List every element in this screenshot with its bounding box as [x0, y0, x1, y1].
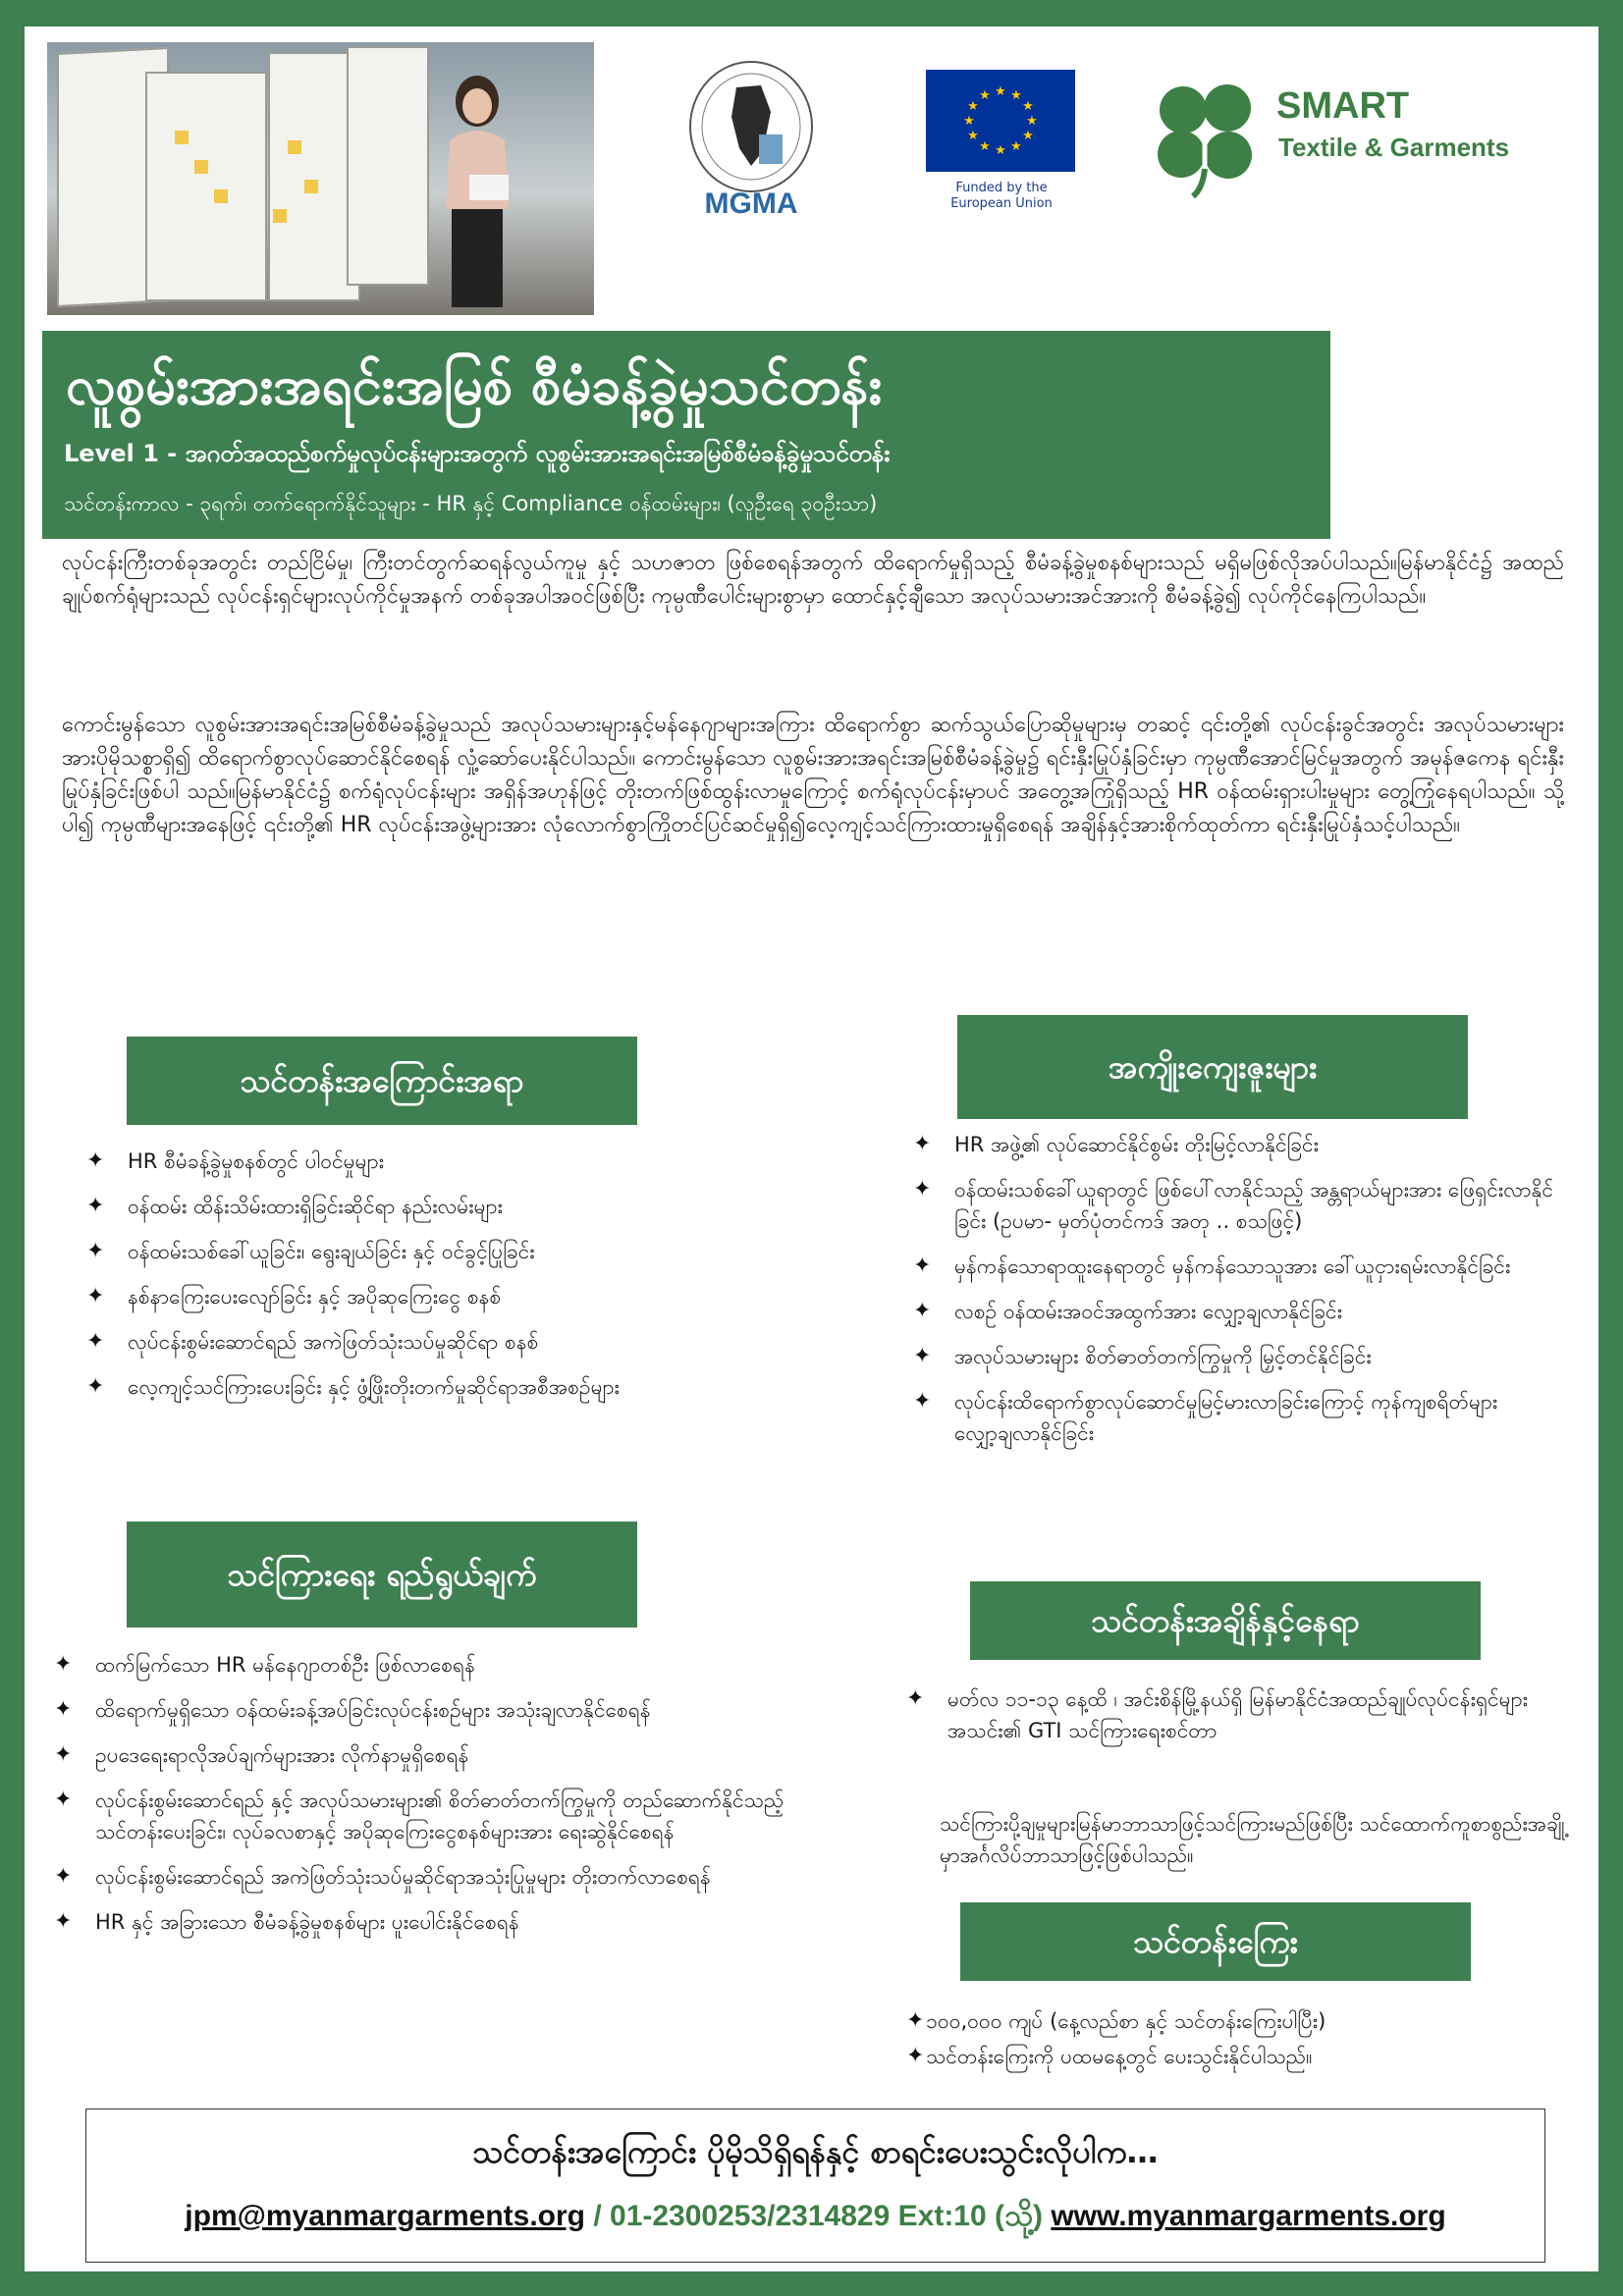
schedule-note: သင်ကြားပို့ချမှုများမြန်မာဘာသာဖြင့်သင်ကြားမည်ဖြစ်ပြီး သင်ထောက်ကူစာစွည်းအချို့မှာအင်္ဂလိပ်ဘာသာဖြင့်ဖြစ်ပါသည်။	[940, 1812, 1565, 1867]
svg-text:★: ★	[967, 129, 979, 143]
benefits-heading: အကျိုးကျေးဇူးများ	[957, 1015, 1468, 1119]
list-item: ✦ သင်တန်းကြေးကို ပထမနေ့တွင် ပေးသွင်းနိုင်ပါသည်။	[906, 2041, 1554, 2072]
benefits-list	[913, 1129, 1561, 1463]
course-duration: သင်တန်းကာလ - ၃ရက်၊ တက်ရောက်နိုင်သူများ - HR နှင့် Compliance ဝန်ထမ်းများ၊ (လူဦးရေ ၃၀ဦးသာ)	[64, 492, 878, 515]
list-item: ✦ ထိရောက်မှုရှိသော ဝန်ထမ်းခန့်အပ်ခြင်းလုပ်ငန်းစဉ်များ အသုံးချလာနိုင်စေရန်	[54, 1694, 800, 1726]
eu-caption: Funded by the European Union	[950, 181, 1053, 211]
objectives-heading: သင်ကြားရေး ရည်ရွယ်ချက်	[127, 1522, 637, 1628]
contact-email-link[interactable]: jpm@myanmargarments.org	[185, 2200, 585, 2232]
list-item: ✦ လေ့ကျင့်သင်ကြားပေးခြင်း နှင့် ဖွံ့ဖြိုးတိုးတက်မှုဆိုင်ရာအစီအစဉ်များ	[86, 1371, 715, 1403]
list-item: ✦ ဝန်ထမ်း ထိန်းသိမ်းထားရှိခြင်းဆိုင်ရာ နည်းလမ်းများ	[86, 1191, 715, 1222]
svg-text:★: ★	[995, 143, 1006, 158]
list-item: ✦ ဝန်ထမ်းသစ်ခေါ်ယူခြင်း၊ ရွေးချယ်ခြင်း နှင့် ဝင်ခွင့်ပြုခြင်း	[86, 1236, 715, 1267]
contact-details	[86, 2196, 1544, 2240]
svg-text:★: ★	[963, 114, 975, 129]
contact-heading: သင်တန်းအကြောင်း ပိုမိုသိရှိရန်နှင့် စာရင်းပေးသွင်းလိုပါက…	[472, 2133, 1159, 2170]
fee-list	[906, 2005, 1554, 2076]
schedule-list	[906, 1683, 1554, 1760]
list-item: ✦ မတ်လ ၁၁-၁၃ နေ့ထိ ၊ အင်းစိန်မြို့နယ်ရှိ မြန်မာနိုင်ငံအထည်ချုပ်လုပ်ငန်းရှင်များအသင်း၏ GTI သင်ကြားရေးစင်တာ	[906, 1683, 1554, 1746]
svg-text:★: ★	[967, 99, 979, 114]
intro-paragraph-1: လုပ်ငန်းကြီးတစ်ခုအတွင်း တည်ငြိမ်မှု၊ ကြီးတင်တွက်ဆရန်လွယ်ကူမှု နှင့် သဟဇာတ ဖြစ်စေရန်အတွက် ထိရောက်မှုရှိသည့် စီမံခန့်ခွဲမှုစနစ်များသည် မရှိမဖြစ်လိုအပ်ပါသည်။မြန်မာနိုင်ငံ၌ အထည်ချုပ်စက်ရုံများသည် လုပ်ငန်းရှင်များလုပ်ကိုင်မှုအနက် တစ်ခုအပါအဝင်ဖြစ်ပြီး ကုမ္ပဏီပေါင်းများစွာမှာ ထောင်နှင့်ချီသော အလုပ်သမားအင်အားကို စီမံခန့်ခွဲ၍ လုပ်ကိုင်နေကြပါသည်။	[62, 551, 1564, 609]
list-item: ✦ ၁၀၀,၀၀၀ ကျပ် (နေ့လည်စာ နှင့် သင်တန်းကြေးပါပြီး)	[906, 2005, 1554, 2037]
svg-text:★: ★	[1026, 114, 1038, 129]
contact-website-link[interactable]: www.myanmargarments.org	[1051, 2200, 1446, 2232]
list-item: ✦ အလုပ်သမားများ စိတ်ဓာတ်တက်ကြွမှုကို မြှင့်တင်နိုင်ခြင်း	[913, 1341, 1561, 1372]
svg-text:★: ★	[1022, 129, 1034, 143]
svg-text:★: ★	[1010, 88, 1022, 103]
course-title: လူစွမ်းအားအရင်းအမြစ် စီမံခန့်ခွဲမှုသင်တန်း	[66, 354, 883, 416]
course-content-heading: သင်တန်းအကြောင်းအရာ	[127, 1037, 637, 1125]
workshop-photo	[47, 42, 594, 315]
list-item: ✦ HR နှင့် အခြားသော စီမံခန့်ခွဲမှုစနစ်များ ပူးပေါင်းနိုင်စေရန်	[54, 1906, 800, 1938]
course-level: Level 1 - အဂတ်အထည်စက်မှုလုပ်ငန်းများအတွက် လူစွမ်းအားအရင်းအမြစ်စီမံခန့်ခွဲမှုသင်တန်း	[64, 440, 891, 467]
list-item: ✦ လုပ်ငန်းထိရောက်စွာလုပ်ဆောင်မှုမြင့်မားလာခြင်းကြောင့် ကုန်ကျစရိတ်များ လျှော့ချလာနိုင်ခြင်း	[913, 1386, 1561, 1449]
list-item: ✦ ဝန်ထမ်းသစ်ခေါ်ယူရာတွင် ဖြစ်ပေါ်လာနိုင်သည့် အန္တရာယ်များအား ဖြေရှင်းလာနိုင်ခြင်း (ဥပမာ- မှတ်ပုံတင်ကဒ် အတု .. စသဖြင့်)	[913, 1174, 1561, 1237]
list-item: ✦ ထက်မြက်သော HR မန်နေဂျာတစ်ဦး ဖြစ်လာစေရန်	[54, 1649, 800, 1681]
separator: /	[585, 2200, 611, 2232]
title-banner	[42, 331, 1330, 539]
course-content-list	[86, 1146, 715, 1416]
svg-text:★: ★	[995, 84, 1006, 99]
smart-subtitle: Textile & Garments	[1278, 133, 1510, 162]
svg-text:★: ★	[1010, 139, 1022, 154]
mgma-logo	[682, 58, 820, 235]
svg-text:★: ★	[979, 88, 991, 103]
list-item: ✦ နစ်နာကြေးပေးလျော်ခြင်း နှင့် အပိုဆုကြေးငွေ စနစ်	[86, 1281, 715, 1312]
objectives-list	[54, 1649, 800, 1951]
list-item: ✦ လုပ်ငန်းစွမ်းဆောင်ရည် အကဲဖြတ်သုံးသပ်မှုဆိုင်ရာ စနစ်	[86, 1326, 715, 1358]
flyer-page	[25, 27, 1598, 2271]
svg-text:★: ★	[979, 139, 991, 154]
list-item: ✦ မှန်ကန်သောရာထူးနေရာတွင် မှန်ကန်သောသူအား ခေါ်ယူငှားရမ်းလာနိုင်ခြင်း	[913, 1251, 1561, 1282]
list-item: ✦ ဥပဒေရေးရာလိုအပ်ချက်များအား လိုက်နာမှုရှိစေရန်	[54, 1739, 800, 1771]
list-item: ✦ လစဉ် ဝန်ထမ်းအဝင်အထွက်အား လျှော့ချလာနိုင်ခြင်း	[913, 1296, 1561, 1327]
smart-title: SMART	[1276, 85, 1410, 127]
schedule-heading: သင်တန်းအချိန်နှင့်နေရာ	[970, 1581, 1481, 1660]
eu-flag	[926, 70, 1075, 172]
presenter-figure	[430, 62, 518, 315]
list-item: ✦ လုပ်ငန်းစွမ်းဆောင်ရည် နှင့် အလုပ်သမားများ၏ စိတ်ဓာတ်တက်ကြွမှုကို တည်ဆောက်နိုင်သည့် သင်တန်းပေးခြင်း၊ လုပ်ခလစာနှင့် အပိုဆုကြေးငွေစနစ်များအား ရေးဆွဲနိုင်စေရန်	[54, 1785, 800, 1847]
separator: (သို့)	[986, 2200, 1052, 2232]
contact-box	[85, 2109, 1545, 2263]
contact-phone: 01-2300253/2314829 Ext:10	[610, 2200, 987, 2232]
list-item: ✦ HR အဖွဲ့၏ လုပ်ဆောင်နိုင်စွမ်း တိုးမြင့်လာနိုင်ခြင်း	[913, 1129, 1561, 1160]
intro-paragraph-2: ကောင်းမွန်သော လူစွမ်းအားအရင်းအမြစ်စီမံခန့်ခွဲမှုသည် အလုပ်သမားများနှင့်မန်နေဂျာများအကြား ထိရောက်စွာ ဆက်သွယ်ပြောဆိုမှုများမှ တဆင့် ၎င်းတို့၏ လုပ်ငန်းခွင်အတွင်း အလုပ်သမားများအားပိုမိုသစ္စာရှိ၍ ထိရောက်စွာလုပ်ဆောင်နိုင်စေရန် လှုံ့ဆော်ပေးနိုင်ပါသည်။ ကောင်းမွန်သော လူစွမ်းအားအရင်းအမြစ်စီမံခန့်ခွဲမှု၌ ရင်းနှီးမြုပ်နှံခြင်းမှာ ကုမ္ပဏီအောင်မြင်မှုအတွက် အမုန်ဇကေန ရင်းနှီးမြုပ်နှံခြင်းဖြစ်ပါ သည်။မြန်မာနိုင်ငံ၌ စက်ရုံလုပ်ငန်းများ အရှိန်အဟုန်ဖြင့် တိုးတက်ဖြစ်ထွန်းလာမှုကြောင့် စက်ရုံလုပ်ငန်းမှာပင် အတွေ့အကြုံရှိသည့် HR ဝန်ထမ်းရှားပါးမှုများ တွေ့ကြုံနေရပါသည်။ သို့ပါ၍ ကုမ္ပဏီများအနေဖြင့် ၎င်းတို့၏ HR လုပ်ငန်းအဖွဲ့များအား လုံလောက်စွာကြိုတင်ပြင်ဆင်မှုရှိ၍လေ့ကျင့်သင်ကြားထားမှုရှိစေရန် အချိန်နှင့်အားစိုက်ထုတ်ကာ ရင်းနှီးမြုပ်နှံသင့်ပါသည်။	[62, 713, 1564, 837]
list-item: ✦ လုပ်ငန်းစွမ်းဆောင်ရည် အကဲဖြတ်သုံးသပ်မှုဆိုင်ရာအသုံးပြုမှုများ တိုးတက်လာစေရန်	[54, 1861, 800, 1893]
mgma-wordmark: MGMA	[704, 187, 798, 220]
svg-text:★: ★	[1022, 99, 1034, 114]
fee-heading: သင်တန်းကြေး	[960, 1902, 1471, 1981]
list-item: ✦ HR စီမံခန့်ခွဲမှုစနစ်တွင် ပါဝင်မှုများ	[86, 1146, 715, 1177]
